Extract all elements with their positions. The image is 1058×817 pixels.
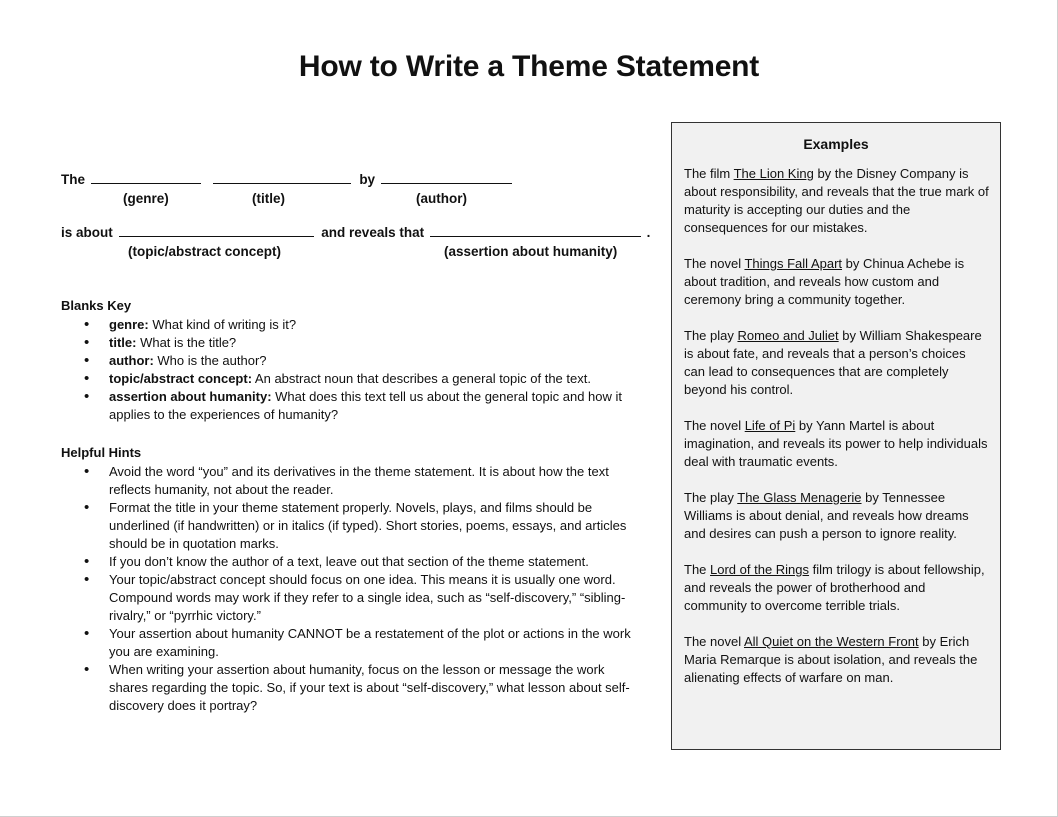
blanks-key-desc: Who is the author? xyxy=(153,353,267,368)
examples-heading: Examples xyxy=(803,136,869,152)
list-item: • Format the title in your theme statement properly. Novels, plays, and films should be underlined (if handwritten) or in italics (if typed). Short stories, poems, essays, and articles should be in quotation marks. xyxy=(61,499,646,553)
examples-panel xyxy=(671,122,1001,750)
blanks-key-desc: What does this text tell us about the general topic and how it applies to the experiences of humanity? xyxy=(109,389,623,422)
example-work-title: All Quiet on the Western Front xyxy=(744,634,919,649)
list-item xyxy=(61,370,646,388)
example-intro: The novel xyxy=(684,418,745,433)
blanks-key-term: genre: xyxy=(109,317,149,332)
example-body: by Chinua Achebe is about tradition, and reveals how custom and ceremony bring a community together. xyxy=(684,256,965,307)
list-item: • Your topic/abstract concept should focus on one idea. This means it is usually one word. Compound words may work if they refer to a single idea, such as “self-discovery,” “sibling-rivalry,” or “pyrrhic victory.” xyxy=(61,571,646,625)
title-label: (title) xyxy=(252,191,285,206)
helpful-hints-heading: Helpful Hints xyxy=(61,445,142,460)
example-intro: The play xyxy=(684,328,738,343)
list-item: • If you don’t know the author of a text, leave out that section of the theme statement. xyxy=(61,553,646,571)
blanks-key-term: assertion about humanity: xyxy=(109,389,272,404)
example-intro: The xyxy=(684,562,711,577)
assertion-blank xyxy=(430,225,641,237)
template-period: . xyxy=(646,225,651,240)
template-row-2 xyxy=(61,225,650,240)
example-work-title: The Lion King xyxy=(733,166,814,181)
example-work-title: Things Fall Apart xyxy=(744,256,843,271)
page-title: How to Write a Theme Statement xyxy=(298,50,760,83)
template-the: The xyxy=(61,172,86,187)
example-paragraph xyxy=(684,417,990,471)
blanks-key-heading: Blanks Key xyxy=(61,298,132,313)
example-work-title: The Glass Menagerie xyxy=(737,490,862,505)
blanks-key-desc: An abstract noun that describes a general topic of the text. xyxy=(252,371,591,386)
example-body: by Erich Maria Remarque is about isolation, and reveals the alienating effects of warfare on man. xyxy=(684,634,978,685)
blanks-key-term: topic/abstract concept: xyxy=(109,371,253,386)
genre-blank xyxy=(91,172,201,184)
topic-label: (topic/abstract concept) xyxy=(128,244,282,259)
list-item xyxy=(61,316,646,334)
blanks-key-list xyxy=(61,316,646,424)
blanks-key-desc: What is the title? xyxy=(136,335,237,350)
author-blank xyxy=(381,172,512,184)
example-body: by Yann Martel is about imagination, and reveals its power to help individuals deal with traumatic events. xyxy=(684,418,988,469)
example-paragraph xyxy=(684,489,990,543)
example-work-title: Lord of the Rings xyxy=(710,562,810,577)
example-body: by Tennessee Williams is about denial, and reveals how dreams and desires can push a person to ignore reality. xyxy=(684,490,969,541)
template-by: by xyxy=(359,172,376,187)
example-paragraph xyxy=(684,633,990,687)
example-paragraph xyxy=(684,165,990,237)
topic-blank xyxy=(119,225,314,237)
blanks-key-term: title: xyxy=(109,335,137,350)
example-paragraph xyxy=(684,255,990,309)
example-work-title: Romeo and Juliet xyxy=(737,328,839,343)
example-intro: The film xyxy=(684,166,734,181)
example-body: by William Shakespeare is about fate, and reveals that a person’s choices can lead to consequences that are completely beyond his control. xyxy=(684,328,982,397)
list-item: • When writing your assertion about humanity, focus on the lesson or message the work shares regarding the topic. So, if your text is about “self-discovery,” what lesson about self-discovery does it portray? xyxy=(61,661,646,715)
list-item xyxy=(61,334,646,352)
example-paragraph xyxy=(684,327,990,399)
example-paragraph xyxy=(684,561,990,615)
list-item xyxy=(61,388,646,424)
list-item: • Avoid the word “you” and its derivatives in the theme statement. It is about how the text reflects humanity, not about the reader. xyxy=(61,463,646,499)
example-work-title: Life of Pi xyxy=(744,418,796,433)
author-label: (author) xyxy=(416,191,467,206)
template-is-about: is about xyxy=(61,225,113,240)
list-item xyxy=(61,352,646,370)
example-intro: The novel xyxy=(684,634,744,649)
title-blank xyxy=(213,172,351,184)
genre-label: (genre) xyxy=(123,191,169,206)
blanks-key-term: author: xyxy=(109,353,154,368)
helpful-hints-list xyxy=(61,463,646,715)
example-body: by the Disney Company is about responsibility, and reveals that the true mark of maturity is accepting our duties and the consequences for our mistakes. xyxy=(684,166,989,235)
assertion-label: (assertion about humanity) xyxy=(444,244,618,259)
list-item: • Your assertion about humanity CANNOT be a restatement of the plot or actions in the work you are examining. xyxy=(61,625,646,661)
blanks-key-desc: What kind of writing is it? xyxy=(148,317,297,332)
template-and-reveals: and reveals that xyxy=(321,225,425,240)
example-body: film trilogy is about fellowship, and reveals the power of brotherhood and community to overcome terrible trials. xyxy=(684,562,985,613)
example-intro: The play xyxy=(684,490,738,505)
template-row-1 xyxy=(61,172,514,187)
example-intro: The novel xyxy=(684,256,745,271)
